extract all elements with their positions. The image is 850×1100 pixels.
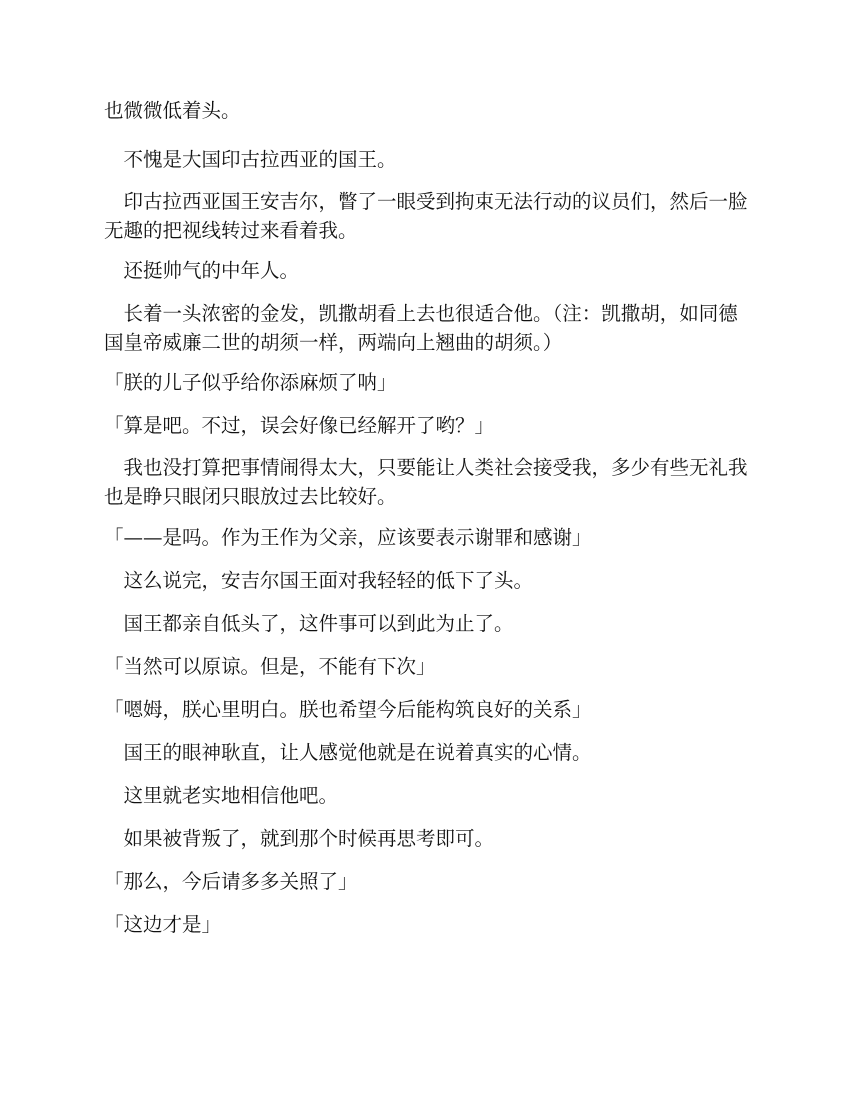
paragraph: 「——是吗。作为王作为父亲，应该要表示谢罪和感谢」 — [104, 526, 592, 549]
paragraph: 如果被背叛了，就到那个时候再思考即可。 — [104, 827, 495, 850]
paragraph: 我也没打算把事情闹得太大，只要能让人类社会接受我，多少有些无礼我也是睁只眼闭只眼放过去比较好。 — [104, 456, 748, 508]
paragraph: 「那么，今后请多多关照了」 — [104, 870, 358, 893]
paragraph: 「当然可以原谅。但是，不能有下次」 — [104, 655, 436, 678]
paragraph: 「嗯姆，朕心里明白。朕也希望今后能构筑良好的关系」 — [104, 698, 592, 721]
paragraph: 长着一头浓密的金发，凯撒胡看上去也很适合他。（注：凯撒胡，如同德国皇帝威廉二世的胡须一样，两端向上翘曲的胡须。） — [104, 302, 738, 354]
paragraph: 这里就老实地相信他吧。 — [104, 784, 339, 807]
paragraph: 也微微低着头。 — [104, 99, 241, 122]
paragraph: 这么说完，安吉尔国王面对我轻轻的低下了头。 — [104, 569, 534, 592]
paragraph: 国王的眼神耿直，让人感觉他就是在说着真实的心情。 — [104, 741, 592, 764]
paragraph: 还挺帅气的中年人。 — [104, 259, 300, 282]
paragraph: 印古拉西亚国王安吉尔，瞥了一眼受到拘束无法行动的议员们，然后一脸无趣的把视线转过来看着我。 — [104, 190, 748, 242]
paragraph: 「这边才是」 — [104, 913, 222, 936]
paragraph: 不愧是大国印古拉西亚的国王。 — [104, 148, 397, 171]
paragraph: 国王都亲自低头了，这件事可以到此为止了。 — [104, 612, 514, 635]
paragraph: 「朕的儿子似乎给你添麻烦了呐」 — [104, 371, 397, 394]
paragraph: 「算是吧。不过，误会好像已经解开了哟？」 — [104, 414, 495, 437]
